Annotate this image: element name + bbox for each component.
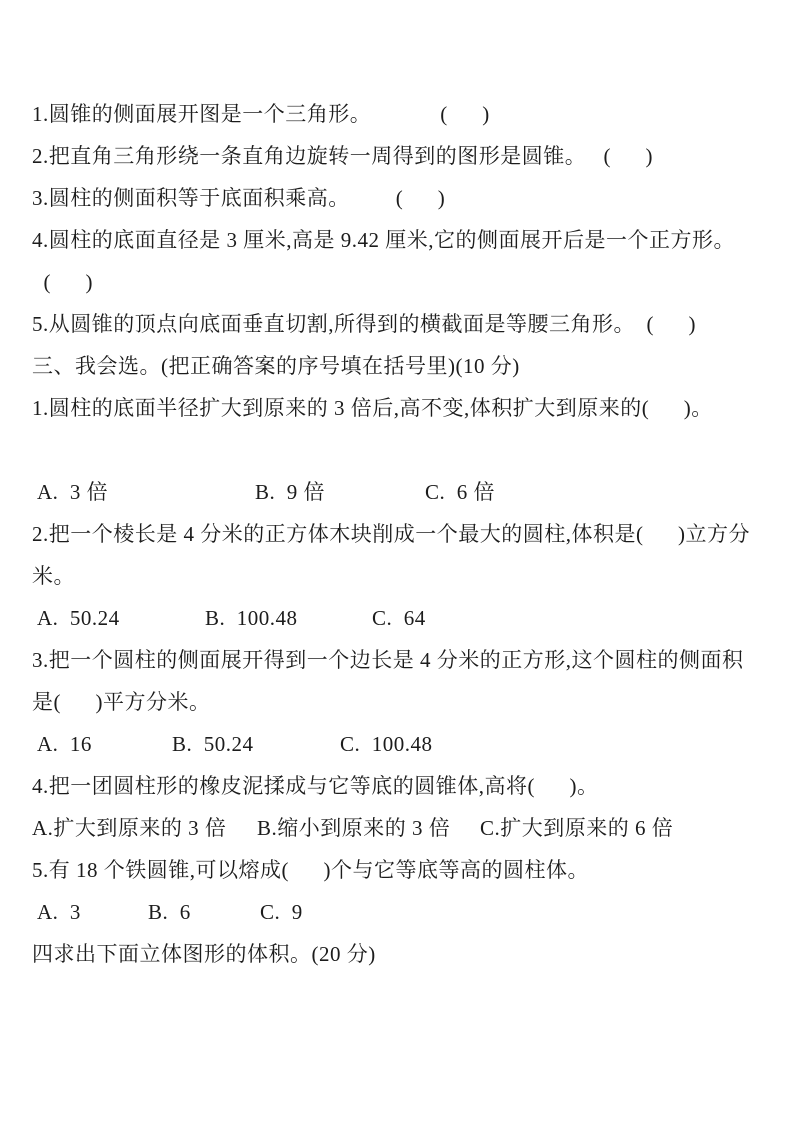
section-three-header: 三、我会选。(把正确答案的序号填在括号里)(10 分) — [32, 354, 520, 378]
choice-q5-option-c: C. 9 — [260, 900, 303, 924]
choice-q5-stem: 5.有 18 个铁圆锥,可以熔成( )个与它等底等高的圆柱体。 — [32, 858, 589, 882]
choice-q1-option-c: C. 6 倍 — [425, 480, 496, 504]
choice-q1-option-a: A. 3 倍 — [37, 480, 109, 504]
blank-line — [32, 429, 767, 471]
judge-item-4: 4.圆柱的底面直径是 3 厘米,高是 9.42 厘米,它的侧面展开后是一个正方形。 — [32, 228, 735, 252]
judge-item-4-answer-blank: ( ) — [32, 270, 93, 294]
choice-q2-options — [32, 597, 767, 639]
choice-q1-stem: 1.圆柱的底面半径扩大到原来的 3 倍后,高不变,体积扩大到原来的( )。 — [32, 396, 713, 420]
judge-item-3: 3.圆柱的侧面积等于底面积乘高。 ( ) — [32, 186, 446, 210]
judge-item-5: 5.从圆锥的顶点向底面垂直切割,所得到的横截面是等腰三角形。 ( ) — [32, 312, 696, 336]
choice-q4-stem: 4.把一团圆柱形的橡皮泥揉成与它等底的圆锥体,高将( )。 — [32, 774, 599, 798]
choice-q4-option-b: B.缩小到原来的 3 倍 — [257, 816, 451, 840]
judge-item-2: 2.把直角三角形绕一条直角边旋转一周得到的图形是圆锥。 ( ) — [32, 144, 653, 168]
choice-q3-stem-line2: 是( )平方分米。 — [32, 690, 211, 714]
choice-q1-option-b: B. 9 倍 — [255, 480, 326, 504]
choice-q3-option-b: B. 50.24 — [172, 732, 254, 756]
document-body — [32, 93, 767, 975]
choice-q4-option-c: C.扩大到原来的 6 倍 — [480, 816, 674, 840]
choice-q2-option-a: A. 50.24 — [37, 606, 120, 630]
choice-q5-option-b: B. 6 — [148, 900, 191, 924]
section-four-header: 四求出下面立体图形的体积。(20 分) — [32, 942, 376, 966]
choice-q1-options — [32, 471, 767, 513]
choice-q2-stem-line1: 2.把一个棱长是 4 分米的正方体木块削成一个最大的圆柱,体积是( )立方分 — [32, 522, 750, 546]
choice-q4-options — [32, 807, 767, 849]
judge-item-1: 1.圆锥的侧面展开图是一个三角形。 ( ) — [32, 102, 490, 126]
choice-q3-option-a: A. 16 — [37, 732, 92, 756]
choice-q3-option-c: C. 100.48 — [340, 732, 433, 756]
choice-q3-options — [32, 723, 767, 765]
choice-q4-option-a: A.扩大到原来的 3 倍 — [32, 816, 227, 840]
choice-q2-option-b: B. 100.48 — [205, 606, 298, 630]
choice-q2-stem-line2: 米。 — [32, 564, 75, 588]
choice-q5-option-a: A. 3 — [37, 900, 81, 924]
choice-q3-stem-line1: 3.把一个圆柱的侧面展开得到一个边长是 4 分米的正方形,这个圆柱的侧面积 — [32, 648, 744, 672]
choice-q2-option-c: C. 64 — [372, 606, 426, 630]
choice-q5-options — [32, 891, 767, 933]
